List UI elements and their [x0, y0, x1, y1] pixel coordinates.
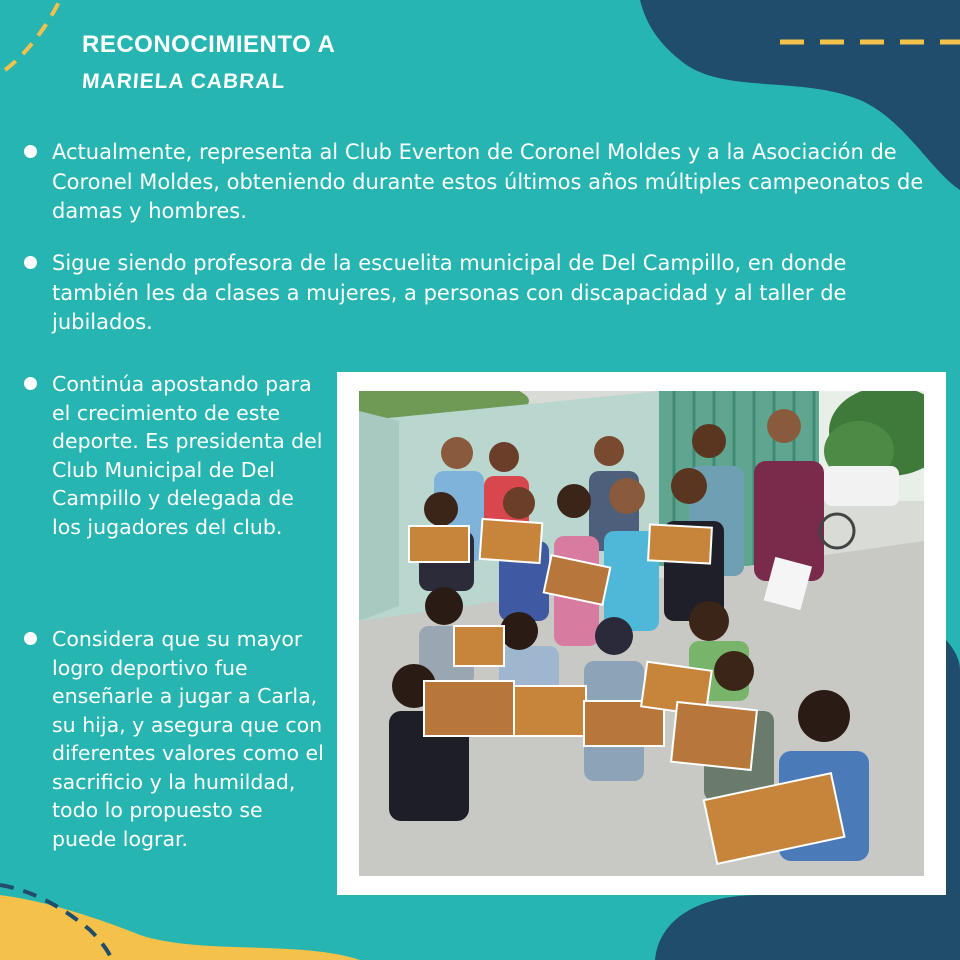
paragraph-1: Actualmente, representa al Club Everton de Coronel Moldes y a la Asociación de Coronel Moldes, obteniendo durante estos últimos años múltiples campeonatos de damas y hombres. — [52, 140, 924, 223]
bullet-3 — [24, 377, 37, 390]
photo-frame — [337, 372, 946, 895]
paragraph-2: Sigue siendo profesora de la escuelita municipal de Del Campillo, en donde también les da clases a mujeres, a personas con discapacidad y al taller de jubilados. — [52, 251, 847, 334]
bullet-2 — [24, 256, 37, 269]
honoree-name: MARIELA CABRAL — [81, 70, 287, 93]
page-title: RECONOCIMIENTO A — [82, 31, 336, 58]
bottom-right-blob — [655, 895, 960, 960]
paragraph-4: Considera que su mayor logro deportivo fue enseñarle a jugar a Carla, su hija, y asegura que con diferentes valores como el sacrificio y la humildad, todo lo propuesto se puede lograr. — [52, 627, 324, 851]
bullet-1 — [24, 145, 37, 158]
top-left-dashed-arc — [5, 0, 60, 70]
bullet-4 — [24, 632, 37, 645]
group-photo — [359, 391, 924, 876]
paragraph-3: Continúa apostando para el crecimiento de este deporte. Es presidenta del Club Municipal de Del Campillo y delegada de los jugadores del club. — [52, 372, 323, 539]
group-photo-illustration — [359, 391, 924, 876]
